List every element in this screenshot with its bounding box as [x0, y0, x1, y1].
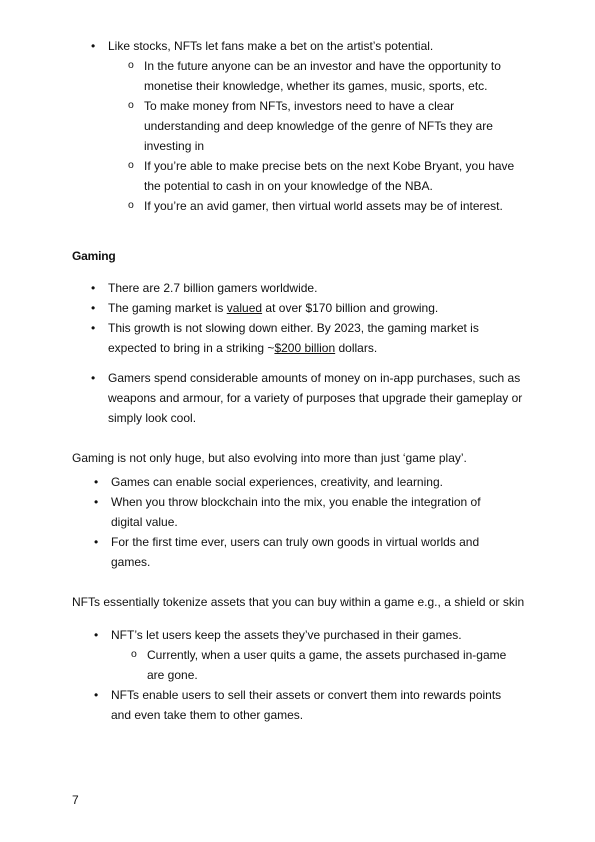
- list-item-text: dollars.: [335, 341, 378, 355]
- list-item: • NFTs enable users to sell their assets or convert them into rewards points and even take them to other games.: [111, 685, 511, 725]
- list-item: • There are 2.7 billion gamers worldwide.: [108, 278, 528, 298]
- gamer-spending-list: [108, 368, 528, 428]
- list-item: [111, 625, 511, 685]
- valued-link[interactable]: valued: [226, 301, 263, 315]
- 200-billion-link[interactable]: $200 billion: [274, 341, 336, 355]
- list-item: [108, 298, 528, 318]
- sub-list-item: o Currently, when a user quits a game, the assets purchased in-game are gone.: [147, 645, 511, 685]
- list-item: • For the first time ever, users can truly own goods in virtual worlds and games.: [111, 532, 511, 572]
- sub-list-item: o If you’re an avid gamer, then virtual world assets may be of interest.: [144, 196, 528, 216]
- paragraph: Gaming is not only huge, but also evolving into more than just ‘game play’.: [72, 451, 467, 465]
- paragraph: NFTs essentially tokenize assets that you can buy within a game e.g., a shield or skin: [72, 595, 525, 609]
- sub-list-item: o In the future anyone can be an investor and have the opportunity to monetise their knowledge, whether its games, music, sports, etc.: [144, 56, 528, 96]
- list-item-text: The gaming market is: [108, 301, 227, 315]
- list-item: • When you throw blockchain into the mix, you enable the integration of digital value.: [111, 492, 511, 532]
- section-heading: Gaming: [72, 249, 116, 263]
- list-item-text: This growth is not slowing down either. By 2023, the gaming market is expected to bring in a striking ~: [108, 321, 479, 355]
- list-item: • Games can enable social experiences, creativity, and learning.: [111, 472, 511, 492]
- sub-list: [147, 645, 511, 685]
- page-number: 7: [72, 793, 79, 807]
- list-item: [108, 36, 528, 216]
- gaming-stats-list: [108, 278, 528, 358]
- sub-list-item: o If you’re able to make precise bets on the next Kobe Bryant, you have the potential to cash in on your knowledge of the NBA.: [144, 156, 528, 196]
- list-item-text: Like stocks, NFTs let fans make a bet on the artist’s potential.: [108, 39, 434, 53]
- gaming-evolution-list: [111, 472, 511, 572]
- list-item: • Gamers spend considerable amounts of money on in-app purchases, such as weapons and armour, for a variety of purposes that upgrade their gameplay or simply look cool.: [108, 368, 528, 428]
- list-item-text: at over $170 billion and growing.: [262, 301, 439, 315]
- sub-list: [144, 56, 528, 216]
- sub-list-item: o To make money from NFTs, investors need to have a clear understanding and deep knowledge of the genre of NFTs they are investing in: [144, 96, 528, 156]
- nft-benefits-list: [111, 625, 511, 725]
- list-item: [108, 318, 528, 358]
- artist-potential-list: [108, 36, 528, 216]
- list-item-text: NFT’s let users keep the assets they’ve purchased in their games.: [111, 628, 462, 642]
